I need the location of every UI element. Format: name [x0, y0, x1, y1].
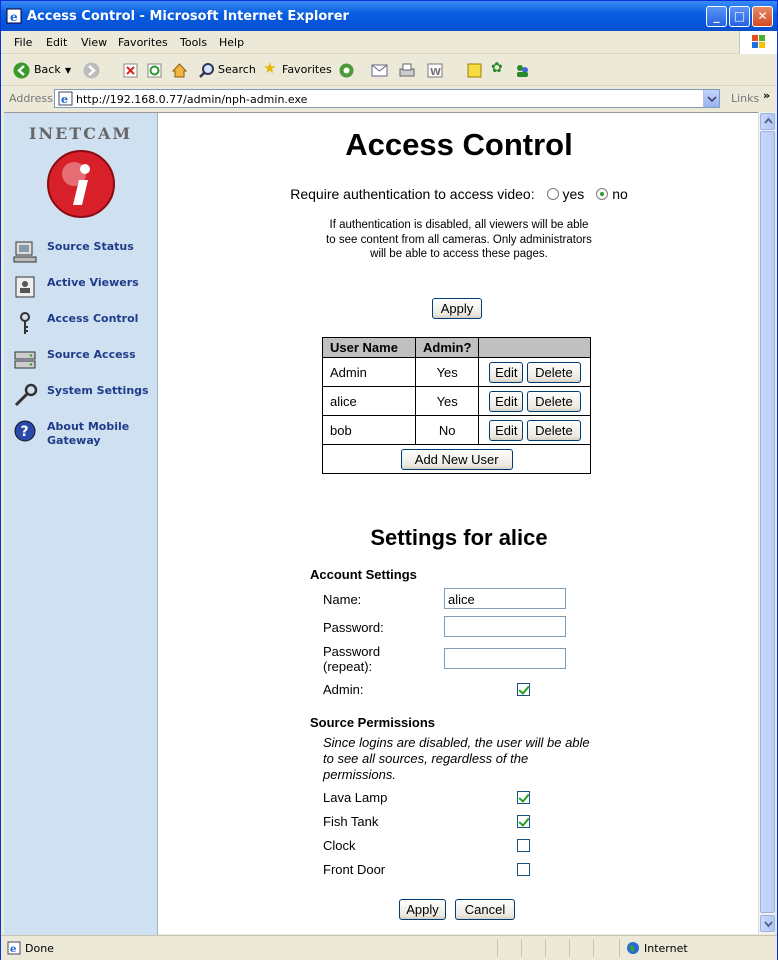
status-divider — [497, 939, 498, 957]
back-button[interactable]: Back — [34, 63, 61, 76]
admin-label: Admin: — [323, 682, 364, 697]
help-icon — [12, 419, 40, 445]
scrollbar-thumb[interactable] — [760, 131, 775, 913]
edit-user-button[interactable]: Edit — [489, 420, 523, 441]
account-settings-heading: Account Settings — [310, 567, 417, 582]
permissions-note: Since logins are disabled, the user will be able to see all sources, regardless of the permissions. — [323, 735, 590, 782]
favorites-button[interactable]: Favorites — [282, 63, 332, 76]
back-icon[interactable] — [13, 62, 30, 79]
key-icon — [12, 311, 40, 337]
menu-edit[interactable]: Edit — [46, 36, 68, 49]
status-divider — [619, 939, 620, 957]
status-bar — [1, 935, 777, 960]
edit-user-button[interactable]: Edit — [489, 391, 523, 412]
back-dropdown-icon[interactable]: ▼ — [65, 66, 72, 75]
sidebar-item-label: Active Viewers — [47, 276, 139, 289]
svg-text:e: e — [10, 10, 18, 24]
mail-icon[interactable] — [371, 63, 389, 78]
user-name-cell: alice — [323, 387, 416, 416]
users-table — [322, 337, 591, 474]
auth-yes-radio[interactable] — [547, 188, 559, 200]
svg-text:e: e — [10, 944, 17, 955]
column-header-username: User Name — [323, 338, 416, 358]
refresh-icon[interactable] — [147, 63, 162, 78]
sidebar-item-label: About Mobile Gateway — [47, 420, 130, 447]
auth-no-label: no — [612, 186, 628, 202]
user-admin-cell: No — [416, 416, 479, 445]
auth-note: If authentication is disabled, all viewers will be able to see content from all cameras. Only administrators will be able to access these pages. — [326, 219, 592, 260]
add-new-user-button[interactable]: Add New User — [401, 449, 513, 470]
sidebar — [4, 113, 158, 935]
media-icon[interactable] — [338, 62, 355, 79]
delete-user-button[interactable]: Delete — [527, 362, 581, 383]
internet-globe-icon — [626, 941, 640, 955]
source-checkbox-fish-tank[interactable] — [517, 815, 530, 828]
ie-icon — [6, 8, 22, 24]
discuss-icon[interactable] — [467, 63, 482, 78]
page-status-icon — [7, 941, 21, 955]
admin-checkbox[interactable] — [517, 683, 530, 696]
delete-user-button[interactable]: Delete — [527, 391, 581, 412]
password-repeat-label: Password (repeat): — [323, 644, 381, 674]
svg-text:?: ? — [20, 424, 29, 440]
maximize-button[interactable]: □ — [729, 6, 750, 27]
network-icon — [12, 347, 40, 373]
viewer-icon — [12, 275, 40, 301]
inetcam-logo-icon — [46, 149, 116, 219]
auth-no-radio[interactable] — [596, 188, 608, 200]
sidebar-item-label: Access Control — [47, 312, 139, 325]
menu-tools[interactable]: Tools — [180, 36, 208, 49]
delete-user-button[interactable]: Delete — [527, 420, 581, 441]
table-row — [323, 358, 591, 387]
window-title: Access Control - Microsoft Internet Explorer — [27, 9, 349, 24]
edit-word-icon[interactable] — [427, 63, 443, 78]
user-name-cell: Admin — [323, 358, 416, 387]
auth-question: Require authentication to access video: — [290, 186, 535, 202]
zone-text: Internet — [644, 942, 688, 955]
page-title: Access Control — [345, 127, 573, 162]
scroll-up-icon[interactable] — [760, 113, 775, 130]
sidebar-item-label: Source Access — [47, 348, 136, 361]
auth-yes-label: yes — [562, 186, 585, 202]
menu-view[interactable]: View — [81, 36, 108, 49]
links-button[interactable]: Links — [731, 92, 760, 105]
page-icon — [58, 91, 73, 106]
status-divider — [545, 939, 546, 957]
source-checkbox-lava-lamp[interactable] — [517, 791, 530, 804]
auth-setting — [159, 186, 759, 202]
home-icon[interactable] — [171, 62, 188, 79]
table-row — [323, 416, 591, 445]
name-label: Name: — [323, 592, 362, 607]
sidebar-item-label: Source Status — [47, 240, 134, 253]
source-label-fish-tank: Fish Tank — [323, 814, 379, 829]
brand-name: INETCAM — [29, 124, 133, 143]
windows-logo-icon — [739, 31, 777, 54]
source-label-front-door: Front Door — [323, 862, 386, 877]
edit-user-button[interactable]: Edit — [489, 362, 523, 383]
title-bar — [1, 1, 777, 31]
menu-favorites[interactable]: Favorites — [118, 36, 168, 49]
column-header-admin: Admin? — [416, 338, 479, 358]
favorites-star-icon[interactable]: ★ — [263, 59, 277, 77]
status-divider — [521, 939, 522, 957]
scroll-down-icon[interactable] — [760, 915, 775, 932]
monitor-camera-icon — [12, 239, 40, 265]
forward-icon[interactable] — [83, 62, 100, 79]
page-content — [4, 112, 759, 934]
status-divider — [569, 939, 570, 957]
status-text: Done — [25, 942, 54, 955]
svg-text:e: e — [61, 93, 68, 106]
table-row — [323, 387, 591, 416]
address-input[interactable] — [54, 89, 720, 108]
toolbar — [1, 55, 777, 86]
sidebar-item-label: System Settings — [47, 384, 149, 397]
auth-apply-button[interactable]: Apply — [432, 298, 482, 319]
source-checkbox-clock[interactable] — [517, 839, 530, 852]
search-icon[interactable] — [198, 62, 215, 79]
password-input[interactable] — [444, 616, 566, 637]
user-admin-cell: Yes — [416, 358, 479, 387]
close-button[interactable]: ✕ — [752, 6, 773, 27]
source-label-lava-lamp: Lava Lamp — [323, 790, 388, 805]
settings-apply-button[interactable]: Apply — [399, 899, 446, 920]
main-panel — [159, 113, 759, 935]
address-label: Address — [9, 92, 53, 105]
user-name-cell: bob — [323, 416, 416, 445]
menu-bar — [1, 31, 777, 54]
column-header-actions — [479, 338, 591, 358]
source-checkbox-front-door[interactable] — [517, 863, 530, 876]
search-button[interactable]: Search — [218, 63, 256, 76]
stop-icon[interactable] — [123, 63, 138, 78]
links-chevron-icon[interactable]: » — [763, 89, 771, 102]
address-dropdown-icon[interactable] — [703, 90, 719, 107]
vertical-scrollbar[interactable] — [758, 112, 775, 934]
svg-text:W: W — [430, 67, 442, 78]
source-label-clock: Clock — [323, 838, 356, 853]
settings-title: Settings for alice — [370, 525, 548, 550]
minimize-button[interactable]: _ — [706, 6, 727, 27]
name-input[interactable]: alice — [444, 588, 566, 609]
password-repeat-input[interactable] — [444, 648, 566, 669]
print-icon[interactable] — [399, 63, 415, 78]
password-label: Password: — [323, 620, 384, 635]
status-divider — [593, 939, 594, 957]
source-permissions-heading: Source Permissions — [310, 715, 435, 730]
address-bar — [1, 87, 777, 110]
menu-help[interactable]: Help — [219, 36, 245, 49]
messenger-icon[interactable]: ✿ — [491, 60, 503, 76]
menu-file[interactable]: File — [14, 36, 33, 49]
settings-cancel-button[interactable]: Cancel — [455, 899, 515, 920]
wrench-icon — [12, 383, 40, 409]
address-url[interactable]: http://192.168.0.77/admin/nph-admin.exe — [76, 93, 308, 106]
user-admin-cell: Yes — [416, 387, 479, 416]
messenger-people-icon[interactable] — [514, 62, 531, 79]
